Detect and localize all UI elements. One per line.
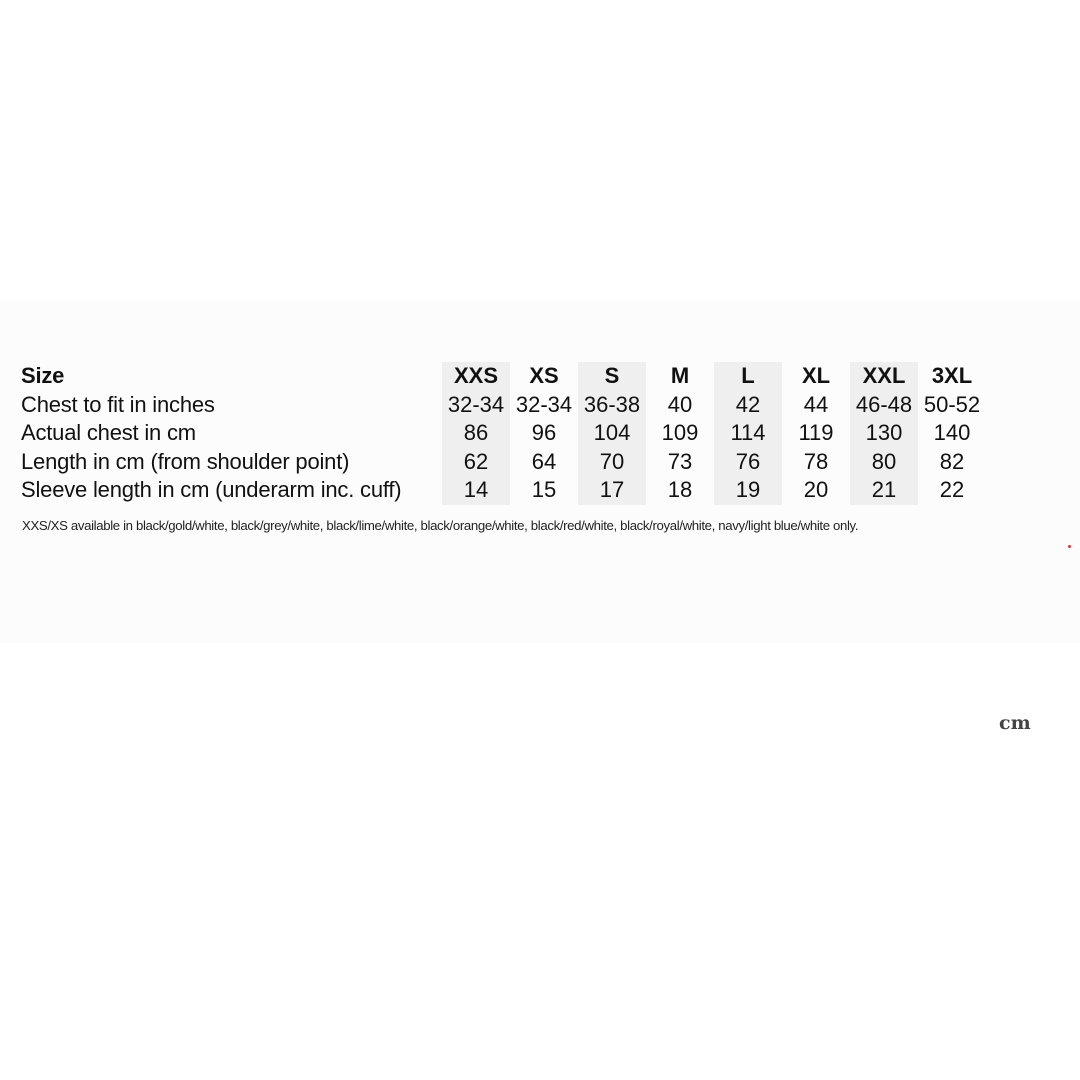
header-size-m: M bbox=[670, 363, 690, 388]
table-cell: 140 bbox=[933, 420, 971, 446]
unit-label: cm bbox=[999, 712, 1031, 734]
table-cell: 20 bbox=[803, 477, 829, 503]
table-cell: 40 bbox=[667, 391, 693, 417]
table-cell: 32-34 bbox=[442, 391, 510, 420]
table-cell: 50-52 bbox=[923, 391, 981, 417]
table-cell: 76 bbox=[714, 448, 782, 477]
table-cell: 96 bbox=[531, 420, 557, 446]
table-cell: 32-34 bbox=[515, 391, 573, 417]
header-size-l: L bbox=[714, 362, 782, 391]
size-chart-table bbox=[21, 362, 986, 505]
red-dot-mark bbox=[1068, 545, 1071, 548]
table-cell: 46-48 bbox=[850, 391, 918, 420]
row-label: Actual chest in cm bbox=[21, 420, 196, 446]
table-cell: 14 bbox=[442, 476, 510, 505]
row-label: Sleeve length in cm (underarm inc. cuff) bbox=[21, 477, 402, 503]
table-cell: 70 bbox=[578, 448, 646, 477]
header-size-xxl: XXL bbox=[850, 362, 918, 391]
table-cell: 18 bbox=[667, 477, 693, 503]
table-header-row bbox=[21, 362, 986, 391]
header-size-xl: XL bbox=[801, 363, 831, 388]
table-cell: 80 bbox=[850, 448, 918, 477]
table-cell: 73 bbox=[667, 448, 693, 474]
table-cell: 104 bbox=[578, 419, 646, 448]
table-cell: 114 bbox=[714, 419, 782, 448]
availability-note: XXS/XS available in black/gold/white, black/grey/white, black/lime/white, black/orange/white, black/red/white, black/royal/white, navy/light blue/white only. bbox=[22, 518, 859, 533]
header-size-xs: XS bbox=[529, 363, 559, 388]
table-cell: 64 bbox=[531, 448, 557, 474]
table-cell: 15 bbox=[531, 477, 557, 503]
table-cell: 36-38 bbox=[578, 391, 646, 420]
table-row-actual-chest bbox=[21, 419, 986, 448]
table-cell: 62 bbox=[442, 448, 510, 477]
table-cell: 22 bbox=[939, 477, 965, 503]
table-row-sleeve-length bbox=[21, 476, 986, 505]
header-size-xxs: XXS bbox=[442, 362, 510, 391]
header-size-s: S bbox=[578, 362, 646, 391]
table-row-chest-inches bbox=[21, 391, 986, 420]
table-cell: 130 bbox=[850, 419, 918, 448]
header-size-3xl: 3XL bbox=[931, 363, 973, 388]
table-cell: 44 bbox=[803, 391, 829, 417]
table-cell: 42 bbox=[714, 391, 782, 420]
table-cell: 86 bbox=[442, 419, 510, 448]
row-label: Chest to fit in inches bbox=[21, 391, 215, 417]
table-cell: 109 bbox=[661, 420, 699, 446]
table-cell: 17 bbox=[578, 476, 646, 505]
table-cell: 78 bbox=[803, 448, 829, 474]
header-size-label: Size bbox=[21, 363, 65, 388]
table-cell: 21 bbox=[850, 476, 918, 505]
table-cell: 119 bbox=[798, 420, 834, 446]
table-cell: 82 bbox=[939, 448, 965, 474]
table-row-length bbox=[21, 448, 986, 477]
row-label: Length in cm (from shoulder point) bbox=[21, 448, 350, 474]
table-cell: 19 bbox=[714, 476, 782, 505]
